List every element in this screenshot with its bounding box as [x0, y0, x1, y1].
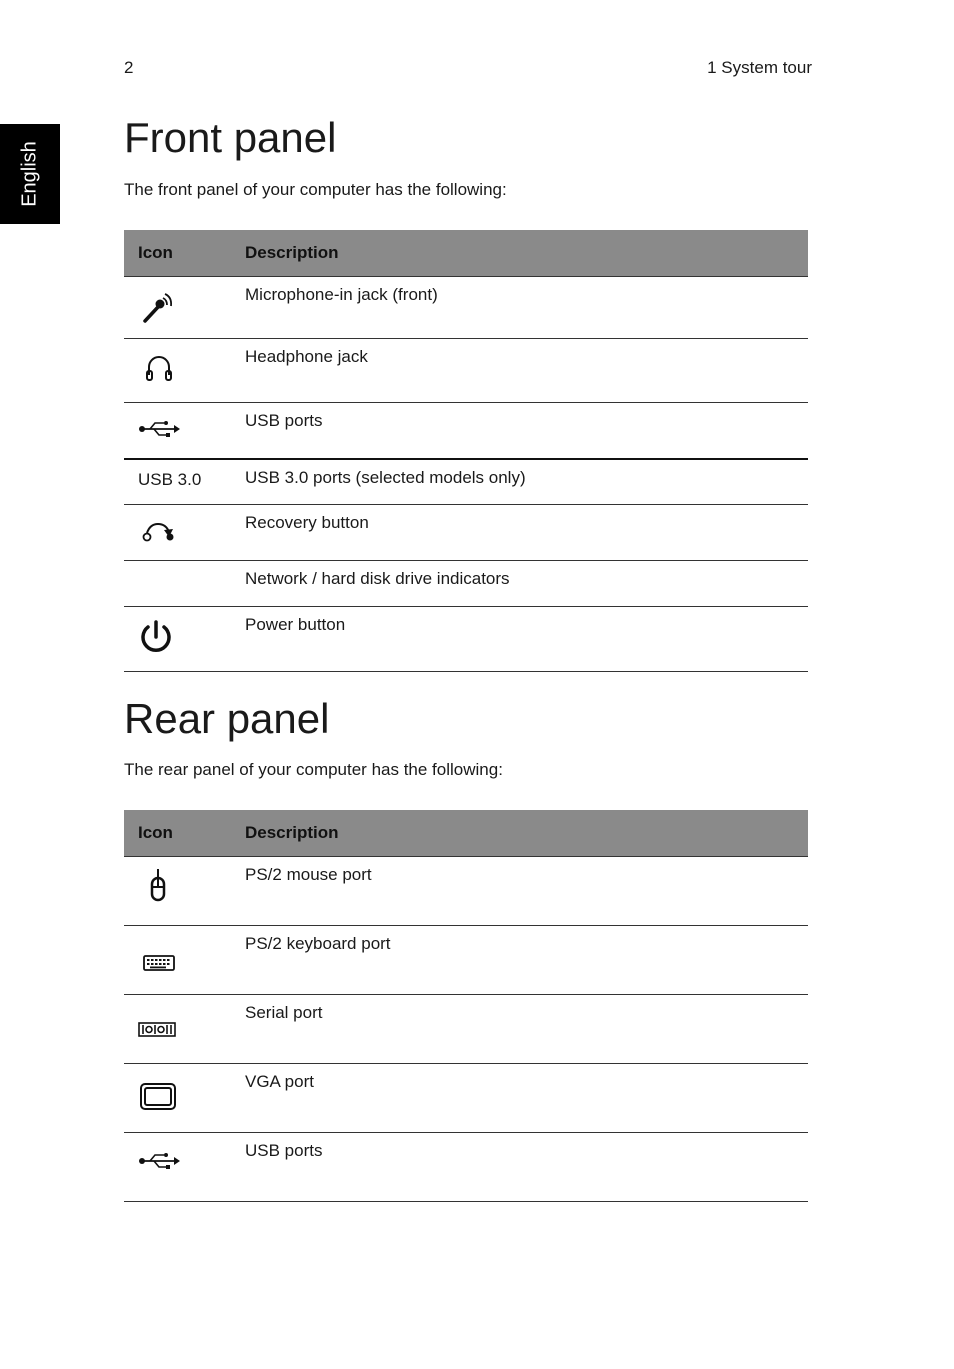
icon-cell — [124, 1133, 231, 1202]
row-description: Microphone-in jack (front) — [231, 277, 808, 339]
icon-cell — [124, 339, 231, 403]
table-row — [124, 995, 808, 1064]
icon-cell — [124, 505, 231, 561]
power-icon — [138, 617, 174, 657]
serial-port-icon — [138, 1005, 178, 1045]
table-row — [124, 505, 808, 561]
front-panel-title: Front panel — [124, 114, 337, 161]
table-row — [124, 277, 808, 339]
microphone-icon — [138, 287, 178, 327]
column-header-description: Description — [231, 230, 808, 277]
rear-panel-section — [124, 693, 808, 1202]
keyboard-icon — [138, 936, 178, 976]
usb-icon — [138, 1143, 180, 1173]
row-description: PS/2 mouse port — [231, 857, 808, 926]
language-tab — [0, 124, 60, 224]
table-row — [124, 607, 808, 672]
column-header-icon: Icon — [124, 230, 231, 277]
page-number: 2 — [124, 58, 134, 77]
table-row — [124, 926, 808, 995]
icon-cell — [124, 926, 231, 995]
row-description: Headphone jack — [231, 339, 808, 403]
row-description: Power button — [231, 607, 808, 672]
row-description: Network / hard disk drive indicators — [231, 561, 808, 607]
vga-port-icon — [138, 1074, 178, 1114]
icon-cell — [124, 403, 231, 459]
icon-cell — [124, 1064, 231, 1133]
icon-cell — [124, 277, 231, 339]
table-row — [124, 1064, 808, 1133]
usb-icon — [138, 413, 180, 443]
mouse-icon — [138, 867, 178, 907]
front-panel-section — [124, 112, 808, 672]
rear-panel-title: Rear panel — [124, 695, 330, 742]
table-row — [124, 403, 808, 459]
table-header-row — [124, 230, 808, 277]
row-description: USB ports — [231, 403, 808, 459]
row-description: Serial port — [231, 995, 808, 1064]
language-tab-label: English — [18, 141, 41, 207]
headphone-icon — [138, 349, 178, 385]
rear-panel-intro: The rear panel of your computer has the following: — [124, 760, 503, 779]
row-description: Recovery button — [231, 505, 808, 561]
row-description: PS/2 keyboard port — [231, 926, 808, 995]
table-row — [124, 857, 808, 926]
table-header-row — [124, 810, 808, 857]
table-row — [124, 561, 808, 607]
icon-text-cell: USB 3.0 — [124, 459, 231, 505]
front-panel-table — [124, 230, 808, 672]
rear-panel-table — [124, 810, 808, 1202]
column-header-icon: Icon — [124, 810, 231, 857]
front-panel-intro: The front panel of your computer has the following: — [124, 180, 507, 199]
table-row — [124, 459, 808, 505]
icon-cell — [124, 995, 231, 1064]
column-header-description: Description — [231, 810, 808, 857]
chapter-title: 1 System tour — [707, 58, 812, 77]
table-row — [124, 1133, 808, 1202]
icon-cell — [124, 607, 231, 672]
recovery-icon — [138, 515, 178, 545]
table-row — [124, 339, 808, 403]
icon-cell — [124, 857, 231, 926]
row-description: VGA port — [231, 1064, 808, 1133]
row-description: USB ports — [231, 1133, 808, 1202]
icon-cell-empty — [124, 561, 231, 607]
row-description: USB 3.0 ports (selected models only) — [231, 459, 808, 505]
